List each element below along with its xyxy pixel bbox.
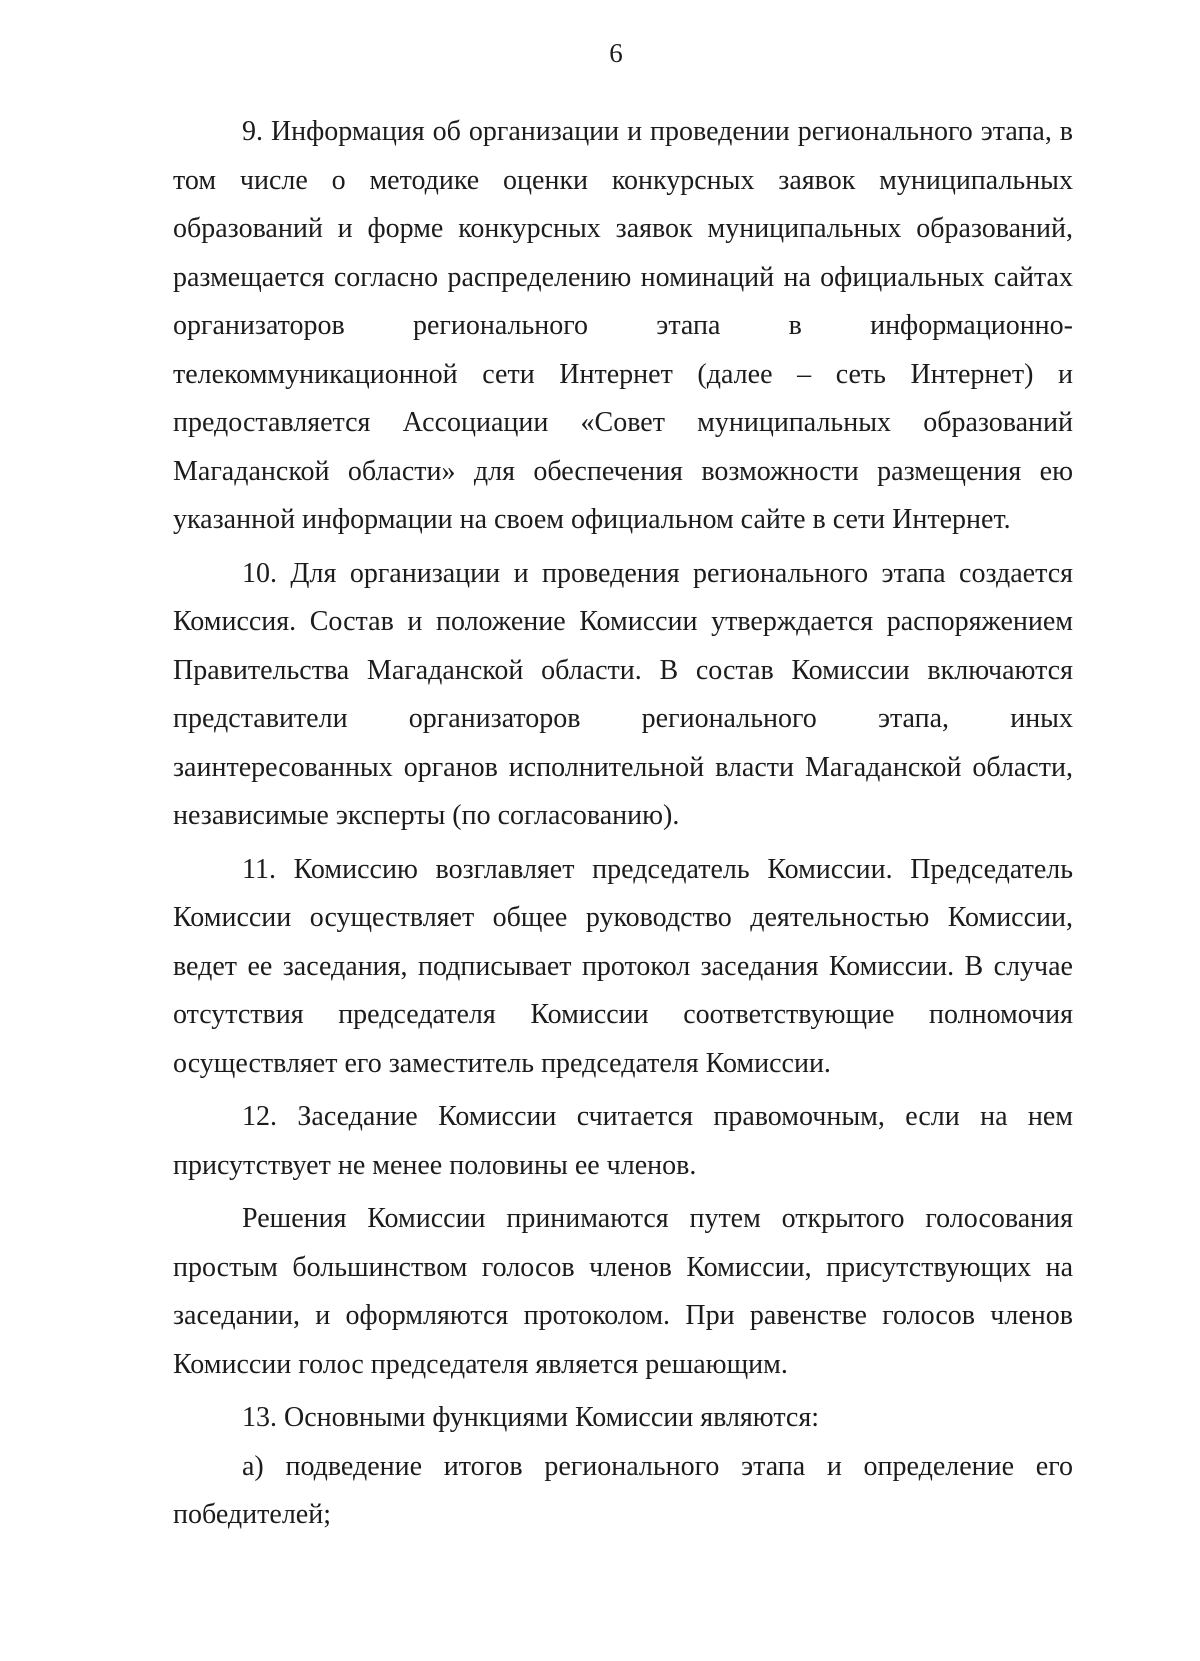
paragraph-13: 13. Основными функциями Комиссии являются: xyxy=(242,1402,820,1433)
paragraph-13-a: а) подведение итогов регионального этапа и определение его победителей; xyxy=(173,1450,1073,1530)
paragraph-decisions: Решения Комиссии принимаются путем открытого голосования простым большинством голосов членов Комиссии, присутствующих на заседании, и оформляются протоколом. При равенстве голосов членов Комиссии голос председателя является решающим. xyxy=(173,1203,1073,1380)
paragraph-9: 9. Информация об организации и проведении регионального этапа, в том числе о методике оценки конкурсных заявок муниципальных образований и форме конкурсных заявок муниципальных образований, размещается согласно распределению номинаций на официальных сайтах организаторов регионального этапа в информационно-телекоммуникационной сети Интернет (далее – сеть Интернет) и предоставляется Ассоциации «Совет муниципальных образований Магаданской области» для обеспечения возможности размещения ею указанной информации на своем официальном сайте в сети Интернет. xyxy=(173,116,1073,535)
paragraph-12: 12. Заседание Комиссии считается правомочным, если на нем присутствует не менее половины ее членов. xyxy=(173,1101,1073,1181)
document-body xyxy=(173,108,1073,1540)
paragraph-10: 10. Для организации и проведения регионального этапа создается Комиссия. Состав и положение Комиссии утверждается распоряжением Правительства Магаданской области. В состав Комиссии включаются представители организаторов регионального этапа, иных заинтересованных органов исполнительной власти Магаданской области, независимые эксперты (по согласованию). xyxy=(173,557,1073,831)
page-number: 6 xyxy=(609,38,623,68)
paragraph-11: 11. Комиссию возглавляет председатель Комиссии. Председатель Комиссии осуществляет общее руководство деятельностью Комиссии, ведет ее заседания, подписывает протокол заседания Комиссии. В случае отсутствия председателя Комиссии соответствующие полномочия осуществляет его заместитель председателя Комиссии. xyxy=(173,853,1073,1079)
